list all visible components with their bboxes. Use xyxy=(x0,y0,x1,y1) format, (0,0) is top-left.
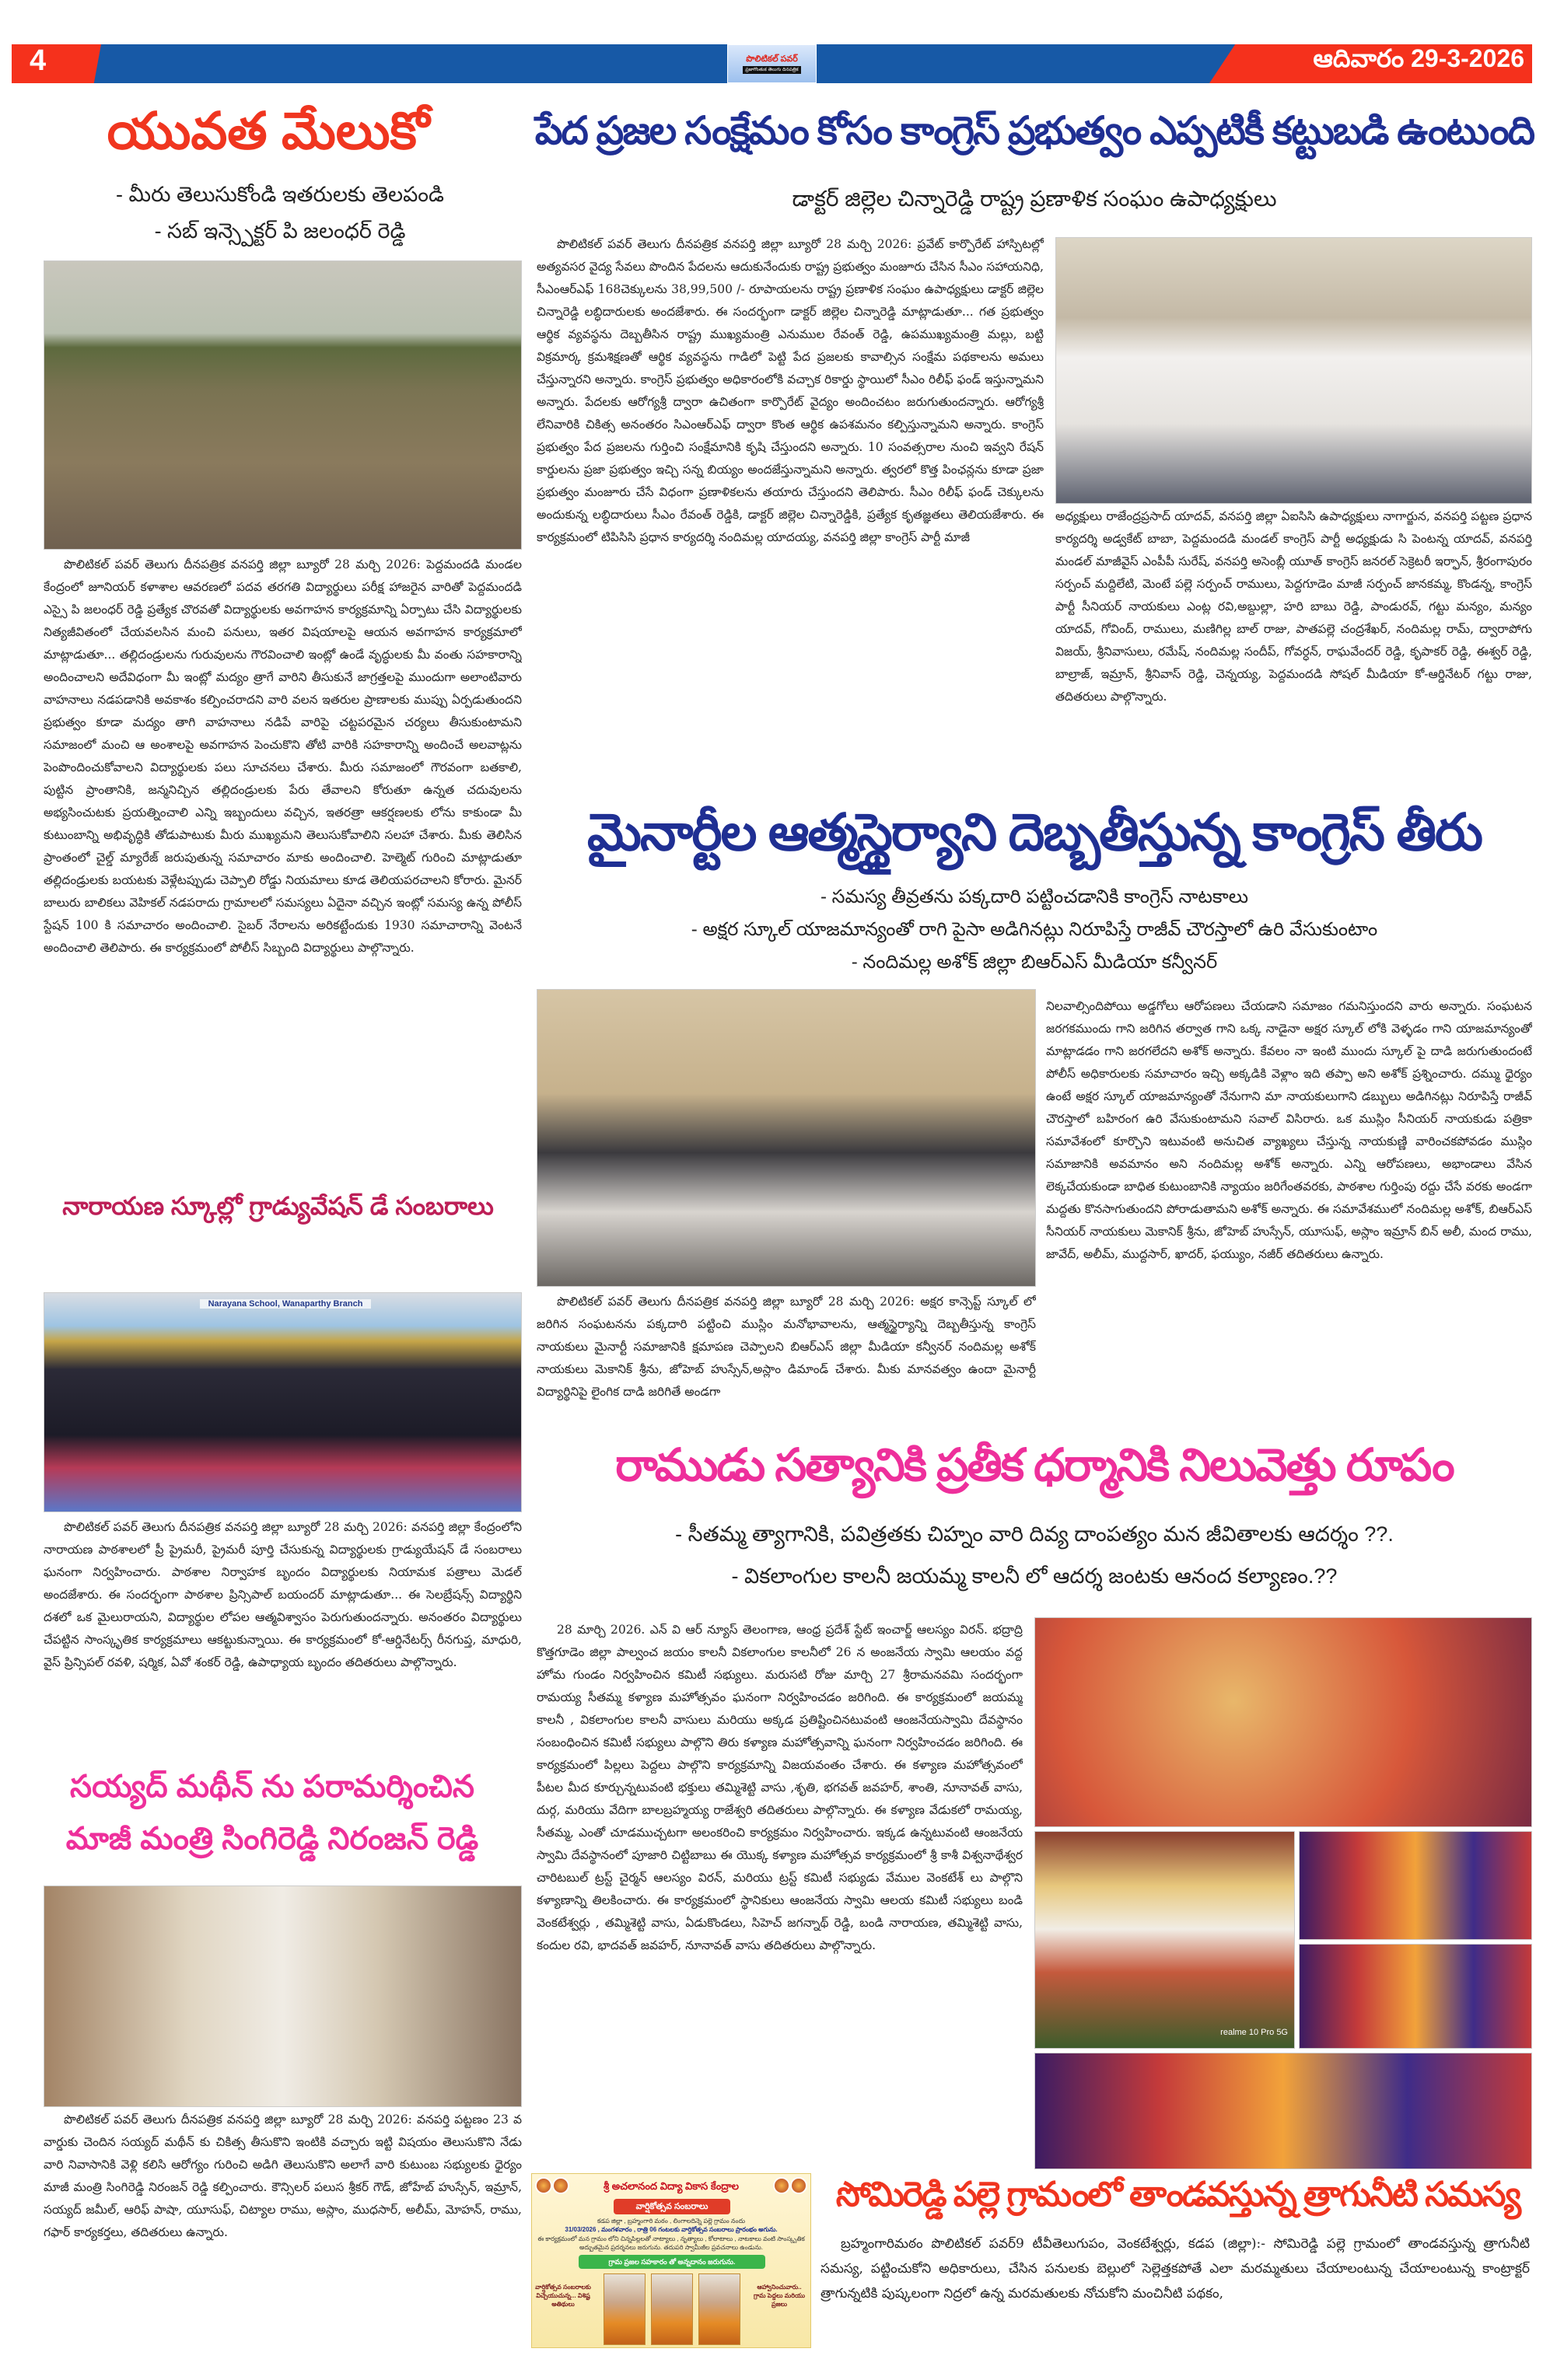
logo-text: పొలిటికల్ పవర్ xyxy=(746,54,798,64)
ad-title: శ్రీ అచలానంద విద్యా వికాస కేంద్రాల xyxy=(603,2180,740,2192)
somireddy-body: బ్రహ్మంగారిమఠం పొలిటికల్ పవర్9 టీవీతెలుగుపం, వెంకటేశ్వర్లు, కడప (జిల్లా):- సోమిరెడ్డి పల్లె గ్రామంలో తాండవస్తున్న త్రాగునీటి సమస్య, పట్టించుకోని అధికారులు, చేసిన పనులకు బెల్లులో సెల్లెత్తకపోతే ఎలా మరమ్మతులు చేయాలంటున్న చేయాలంటున్న కాంట్రాక్టర్ త్రాగున్నటికి పుష్కలంగా నిద్రలో ఉన్న మరమతులకు నోచుకోని మంచినీటి పథకం, xyxy=(820,2236,1530,2301)
photo-watermark: realme 10 Pro 5G xyxy=(1220,2028,1288,2037)
photo-cheque-distribution xyxy=(1055,237,1532,504)
headline-congress-welfare: పేద ప్రజల సంక్షేమం కోసం కాంగ్రెస్ ప్రభుత్వం ఎప్పటికీ కట్టుబడి ఉంటుంది xyxy=(534,109,1534,152)
ad-portrait-icon xyxy=(773,2177,790,2194)
newspaper-logo[interactable] xyxy=(727,44,817,83)
masthead-left-red xyxy=(12,44,101,83)
minorities-body: పొలిటికల్ పవర్ తెలుగు దీనపత్రిక వనపర్తి జిల్లా బ్యూరో 28 మర్చి 2026: అక్షర కాన్సెప్ట్ స్కూల్ లో జరిగిన సంఘటనను పక్కదారి పట్టించి ముస్లిం మనోభావాలను, ఆత్మస్థైర్యాన్ని దెబ్బతీస్తున్న కాంగ్రెస్ నాయకులు మైనార్టీ సమాజానికి క్షమాపణ చెప్పాలని బిఆర్ఎస్ జిల్లా మీడియా కన్వీనర్ నందిమల్ల అశోక్ నాయకులు మెకానిక్ శ్రీను, జోహెబ్ హుస్సేన్,అస్లాం డిమాండ్ చేశారు. మీకు మానవత్వం ఉందా మైనార్టీ విద్యార్థినిపై లైంగిక దాడి జరిగితే అండగా xyxy=(537,1295,1036,1399)
ad-portrait-icon xyxy=(552,2177,569,2194)
ad-swamiji-photo xyxy=(651,2273,693,2345)
ad-left-note: వార్షికోత్సవ సంబరాలకు విచ్చేయుచున్న... విశిష్ట అతిథులు xyxy=(535,2284,591,2308)
ad-portrait-icon xyxy=(790,2177,807,2194)
photo-students-assembly xyxy=(44,260,522,550)
minorities-sub-1: - సమస్య తీవ్రతను పక్కదారి పట్టించడానికి కాంగ్రెస్ నాటకాలు xyxy=(820,886,1249,907)
syed-body: పొలిటికల్ పవర్ తెలుగు దీనపత్రిక వనపర్తి జిల్లా బ్యూరో 28 మర్చి 2026: వనపర్తి పట్టణం 23 వ వార్డుకు చెందిన సయ్యద్ మథీన్ కు చికిత్స తీసుకొని ఇంటికి వచ్చారు ఇట్టి విషయం తెలుసుకొని నేడు వారి నివాసానికి వెళ్లి కలిసి ఆరోగ్యం గురించి అడిగి తెలుసుకొని అలాగే వారి కుటుంబ సభ్యులకు ధైర్యం మాజీ మంత్రి సింగిరెడ్డి నిరంజన్ రెడ్డి కల్పించారు. కౌన్సిలర్ పలుస శ్రీకర్ గౌడ్, జోహేబ్ హుస్సేన్, ఇమ్రాన్, సయ్యద్ జమీల్, ఆరిఫ్ పాషా, యూసుఫ్, చిట్యాల రాము, అస్లాం, ముధసార్, అలీమ్, మోహన్, రాము, గఫార్ కార్యకర్తలు, తదితరులు ఉన్నారు. xyxy=(44,2113,522,2239)
photo-press-meet xyxy=(537,989,1036,1287)
ad-swamiji-photo xyxy=(604,2273,646,2345)
page-number: 4 xyxy=(30,44,47,77)
photo-banner-text: Narayana School, Wanaparthy Branch xyxy=(200,1299,371,1309)
ad-swamiji-photo xyxy=(698,2273,740,2345)
ad-annadanam-band: గ్రామ ప్రజల సహకారం తో అన్నదానం జరుగును. xyxy=(579,2255,765,2269)
congress-welfare-body-cont: అధ్యక్షులు రాజేంద్రప్రసాద్ యాదవ్, వనపర్తి జిల్లా ఏఐసిసి ఉపాధ్యక్షులు నాగార్జున, వనపర్తి పట్టణ ప్రధాన కార్యదర్శి అడ్వకేట్ బాబా, పెద్దమందడి మండల్ కాంగ్రెస్ పార్టీ అధ్యక్షుడు సి పెంటన్న యాదవ్, వనపర్తి మండల్ మాజీవైస్ ఎంపీపీ సురేష్, వనపర్తి అసెంబ్లీ యూత్ కాంగ్రెస్ జనరల్ సెక్రెటరీ ఇర్ఫాన్, శ్రీరంగాపురం సర్పంచ్ మద్దిలేటి, మెంటే పల్లె సర్పంచ్ రాములు, పెద్దగూడెం మాజీ సర్పంచ్ జానకమ్మ, కొండన్న, కాంగ్రెస్ పార్టీ సీనియర్ నాయకులు ఎంట్ల రవి,అబ్దుల్లా, హరి బాబు రెడ్డి, పాండురవ్, గట్టు మన్యం, మన్యం యాదవ్, గోవింద్, రాములు, మణిగిల్ల బాల్ రాజు, పాతపల్లె చంద్రశేఖర్, నందిమల్ల రామ్, ద్వారాపోగు విజయ్, శ్రీనివాసులు, రమేష్, నందిమల్ల సందీప్, గోవర్ధన్, రాఘవేందర్ రెడ్డి, కృపాకర్ రెడ్డి, ఈశ్వర్ రెడ్డి, బాల్రాజ్, ఇమ్రాన్, శ్రీనివాస్ రెడ్డి, చెన్నయ్య, పెద్దమందడి సోషల్ మీడియా కో-ఆర్డినేటర్ గట్టు రాజు, తదితరులు పాల్గొన్నారు. xyxy=(1055,509,1532,704)
youth-body: పొలిటికల్ పవర్ తెలుగు దీనపత్రిక వనపర్తి జిల్లా బ్యూరో 28 మర్చి 2026: పెద్దమందడి మండల కేంద్రంలో జూనియర్ కళాశాల ఆవరణలో పదవ తరగతి విద్యార్థులు పరీక్ష హాజరైన వారితో పెద్దమందడి ఎస్సై పి జలంధర్ రెడ్డి ప్రత్యేక చొరవతో విద్యార్థులకు అవగాహన కార్యక్రమాన్ని ఏర్పాటు చేసి విద్యార్థులకు నిత్యజీవితంలో చేయవలసిన మంచి పనులు, ఇతర విషయాలపై ఆయన అవగాహన కార్యక్రమాలో మాట్లాడుతూ... తల్లిదండ్రులను గురువులను గౌరవించాలి ఇంట్లో ఉండే వృద్ధులకు మీ వంతు సహకారాన్ని అందించాలని అదేవిధంగా మీ ఇంట్లో మద్యం త్రాగే వారిని తీసుకునే జాగ్రత్తలపై ముందుగా అలాంటివారు వాహనాలు నడపడానికి అవకాశం కల్పించరాదని వారి వలన ఇతరుల ప్రాణాలకు ముప్పు ఏర్పడుతుందని ప్రభుత్వం కూడా మద్యం తాగి వాహనాలు నడిపే వారిపై చట్టపరమైన చర్యలు తీసుకుంటామని సమాజంలో మంచి ఆ అంశాలపై అవగాహన పెంచుకొని తోటి వారికి సహకారాన్ని అందించే అలవాట్లను పెంపొందించుకోవాలని విద్యార్థులకు పలు సూచనలు చేశారు. మీరు సమాజంలో గౌరవంగా బతకాలి, పుట్టిన ప్రాంతానికి, జన్మనిచ్చిన తల్లిదండ్రులకు పేరు తేవాలని కోరుతూ ఉన్నత చదువులను అభ్యసించుటకు ప్రయత్నించాలి ఎన్ని ఇబ్బందులు వచ్చిన, ఇతరత్రా ఆకర్షణలకు లోను కాకుండా మీ కుటుంబాన్ని అభివృద్ధికి తోడుపాటుకు మీరు ముఖ్యమని తెలుసుకోవాలిని సలహా చేశారు. మీకు తెలిసిన ప్రాంతంలో చైల్డ్ మ్యారేజ్ జరుపుతున్న సమాచారం మాకు అందించాలి. హెల్మెట్ గురించి మాట్లాడుతూ తల్లిదండ్రులకు బయటకు వెళ్లేటప్పుడు చెప్పాలి రోడ్డు నియమాలు కూడ తెలియపరచాలని కోరారు. మైనర్ బాలురు బాలికలు వెహికల్ నడపరాదు గ్రామాలలో సమస్యలు ఏదైనా వచ్చిన ఇంట్లో సమస్య ఉన్న పోలీస్ స్టేషన్ 100 కి సమాచారం అందించాలి. సైబర్ నేరాలను అరికట్టేందుకు 1930 సమాచారాన్ని వెంటనే అందించాలి తెలిపారు. ఈ కార్యక్రమంలో పోలీస్ సిబ్బంది విద్యార్థులు పాల్గొన్నారు. xyxy=(44,557,522,955)
ramudu-sub-1: - సీతమ్మ త్యాగానికి, పవిత్రతకు చిహ్నం వారి దివ్య దాంపత్యం మన జీవితాలకు ఆదర్శం ??. xyxy=(675,1522,1394,1546)
ad-line-3: ఈ కార్యక్రమంలో మన గ్రామం లోని చిన్నపిల్లలతో నాట్యాలు , నృత్యాలు , కోలాటాలు , నాటకాలు వంటి సాంస్కృతిక xyxy=(537,2235,805,2242)
headline-syed-line1: సయ్యద్ మథీన్ ను పరామర్శించిన xyxy=(70,1770,474,1804)
minorities-sub-3: - నందిమల్ల అశోక్ జిల్లా బిఆర్ఎస్ మీడియా కన్వీనర్ xyxy=(851,952,1218,973)
advert-vidya-vikasa[interactable] xyxy=(531,2173,811,2348)
ad-subtitle: వార్షికోత్సవ సంబరాలు xyxy=(614,2199,730,2214)
headline-syed-line2: మాజీ మంత్రి సింగిరెడ్డి నిరంజన్ రెడ్డి xyxy=(65,1822,479,1856)
photo-deity-3 xyxy=(1034,2053,1532,2169)
congress-welfare-sub: డాక్టర్ జిల్లెల చిన్నారెడ్డి రాష్ట్ర ప్రణాళిక సంఘం ఉపాధ్యక్షులు xyxy=(792,187,1277,211)
headline-ramudu: రాముడు సత్యానికి ప్రతీక ధర్మానికి నిలువెత్తు రూపం xyxy=(615,1440,1454,1491)
headline-minorities: మైనార్టీల ఆత్మస్థైర్యాని దెబ్బతీస్తున్న కాంగ్రెస్ తీరు xyxy=(587,803,1482,861)
ad-line-2: 31/03/2026 , మంగళవారం , రాత్రి 06 గంటలకు వార్షికోత్సవ సంబరాలు ప్రారంభం అగును. xyxy=(565,2226,778,2233)
minorities-sub-2: - అక్షర స్కూల్ యాజమాన్యంతో రాగి పైసా అడిగినట్లు నిరూపిస్తే రాజీవ్ చౌరస్తాలో ఉరి వేసుకుంటాం xyxy=(691,919,1378,940)
photo-deity-1 xyxy=(1299,1831,1532,1940)
ad-line-4: అద్భుతమైన ప్రదర్శనలు జరుగును. తదుపరి స్వామీజీల ప్రవచనాలు ఉండును. xyxy=(579,2244,763,2251)
ad-line-1: కడప జిల్లా , బ్రహ్మంగారి మఠం , లింగాలదిన్నె పల్లె గ్రామం నందు xyxy=(597,2217,746,2224)
ad-portrait-icon xyxy=(535,2177,552,2194)
photo-graduation xyxy=(44,1292,522,1512)
logo-tagline: ప్రజాగొంతుక తెలుగు దినపత్రిక xyxy=(743,66,800,74)
headline-narayana: నారాయణ స్కూల్లో గ్రాడ్యువేషన్ డే సంబరాలు xyxy=(62,1192,494,1220)
issue-date: ఆదివారం 29-3-2026 xyxy=(1313,44,1524,72)
headline-youth: యువత మేలుకో xyxy=(107,102,430,159)
congress-welfare-body: పొలిటికల్ పవర్ తెలుగు దీనపత్రిక వనపర్తి జిల్లా బ్యూరో 28 మర్చి 2026: ప్రవేట్ కార్పొరేట్ హాస్పిటల్లో అత్యవసర వైద్య సేవలు పొందిన పేదలను ఆదుకునేందుకు రాష్ట్ర ప్రభుత్వం మంజూరు చేసిన సీఎం సహాయనిధి, సీఎంఆర్ఎఫ్ 168చెక్కులను 38,99,500 /- రూపాయలను రాష్ట్ర ప్రణాళిక సంఘం ఉపాధ్యక్షులు డాక్టర్ జిల్లెల చిన్నారెడ్డి లబ్ధిదారులకు అందజేశారు. ఈ సందర్భంగా డాక్టర్ జిల్లెల చిన్నారెడ్డి మాట్లాడుతూ... గత ప్రభుత్వం ఆర్థిక వ్యవస్థను దెబ్బతీసిన రాష్ట్ర ముఖ్యమంత్రి ఎనుముల రేవంత్ రెడ్డి, ఉపముఖ్యమంత్రి మల్లు, బట్టి విక్రమార్క క్రమశిక్షణతో ఆర్థిక వ్యవస్థను గాడిలో పెట్టి పేద ప్రజలకు కావాల్సిన సంక్షేమ పథకాలను అమలు చేస్తున్నారని అన్నారు. కాంగ్రెస్ ప్రభుత్వం అధికారంలోకి వచ్చాక రికార్డు స్థాయిలో సీఎం రిలీఫ్ ఫండ్ ఇస్తున్నామని అన్నారు. పేదలకు ఆరోగ్యశ్రీ ద్వారా ఉచితంగా కార్పొరేట్ వైద్యం అందించటం జరుగుతుందన్నారు. ఆరోగ్యశ్రీ లేనివారికి చికిత్స అనంతరం సిఎంఆర్ఎఫ్ ద్వారా కొంత ఆర్థిక ఉపశమనం కల్పిస్తున్నామని అన్నారు. కాంగ్రెస్ ప్రభుత్వం పేద ప్రజలను గుర్తించి సంక్షేమానికి కృషి చేస్తుందని అన్నారు. 10 సంవత్సరాల నుంచి ఇవ్వని రేషన్ కార్డులను ప్రజా ప్రభుత్వం ఇచ్చి సన్న బియ్యం అందజేస్తున్నామని అన్నారు. త్వరలో కొత్త పింఛన్లను కూడా ప్రజా ప్రభుత్వం మంజూరు చేసే విధంగా ప్రణాళికలను తయారు చేస్తుందని తెలిపారు. సీఎం రిలీఫ్ ఫండ్ చెక్కులను అందుకున్న లబ్ధిదారులు సీఎం రేవంత్ రెడ్డికి, డాక్టర్ జిల్లెల చిన్నారెడ్డికి, ప్రత్యేక కృతజ్ఞతలు తెలియజేశారు. ఈ కార్యక్రమంలో టిపిసిసి ప్రధాన కార్యదర్శి నందిమల్ల యాదయ్య, వనపర్తి జిల్లా కాంగ్రెస్ పార్టీ మాజీ xyxy=(537,237,1044,544)
photo-visit xyxy=(44,1885,522,2107)
youth-sub-2: - సబ్ ఇన్స్పెక్టర్ పి జలంధర్ రెడ్డి xyxy=(154,219,406,243)
ramudu-sub-2: - వికలాంగుల కాలనీ జయమ్మ కాలనీ లో ఆదర్శ జంటకు ఆనంద కల్యాణం.?? xyxy=(731,1564,1338,1588)
ad-right-note: ఆహ్వానించువారు.. గ్రామ పెద్దలు మరియు ప్రజలు xyxy=(753,2284,806,2308)
narayana-body: పొలిటికల్ పవర్ తెలుగు దీనపత్రిక వనపర్తి జిల్లా బ్యూరో 28 మర్చి 2026: వనపర్తి జిల్లా కేంద్రంలోని నారాయణ పాఠశాలలో ప్రీ ప్రైమరీ, ప్రైమరీ పూర్తి చేసుకున్న విద్యార్థులకు గ్రాడ్యుయేషన్ డే సంబరాలు ఘనంగా నిర్వహించారు. పాఠశాల నిర్వాహక బృందం విద్యార్థులకు నియామక పత్రాలు మెడల్ అందజేశారు. ఈ సందర్భంగా పాఠశాల ప్రిన్సిపాల్ బయందర్ మాట్లాడుతూ... ఈ సెలబ్రేషన్స్ విద్యార్థిని దశలో ఒక మైలురాయని, విద్యార్థుల లోపల ఆత్మవిశ్వాసం పెరుగుతుందన్నారు. అనంతరం విద్యార్థులు చేపట్టిన సాంస్కృతిక కార్యక్రమాలు ఆకట్టుకున్నాయి. ఈ కార్యక్రమంలో కో-ఆర్డినేటర్స్ రీనగుప్త, మాధురి, వైస్ ప్రిన్సిపల్ రవళి, షర్మిక, ఏవో శంకర్ రెడ్డి, ఉపాధ్యాయ బృందం తదితరులు పాల్గొన్నారు. xyxy=(44,1520,522,1669)
photo-offering-hands xyxy=(1034,1617,1532,1827)
ramudu-body: 28 మార్చి 2026. ఎన్ వి ఆర్ న్యూస్ తెలంగాణ, ఆంధ్ర ప్రదేశ్ స్టేట్ ఇంచార్జ్ ఆలస్యం విరన్. భద్రాద్రి కొత్తగూడెం జిల్లా పాల్వంచ జయం కాలనీ వికలాంగుల కాలనీలో 26 న అంజనేయ స్వామి ఆలయం వద్ద హోమ గుండం నిర్వహించిన కమిటీ సభ్యులు. మరుసటి రోజు మార్చి 27 శ్రీరామనవమి సందర్భంగా రామయ్య సీతమ్మ కళ్యాణ మహోత్సవం ఘనంగా నిర్వహించడం జరిగింది. ఈ కార్యక్రమంలో జయమ్మ కాలనీ , వికలాంగుల కాలనీ వాసులు మరియు అక్కడ ప్రతిష్టించినటువంటి ఆంజనేయస్వామి దేవస్థానం సంబంధించిన కమిటీ సభ్యులు పాల్గొని తిరు కళ్యాణ మహోత్సవాన్ని ఘనంగా నిర్వహించడం జరిగింది. ఈ కార్యక్రమంలో పిల్లలు పెద్దలు పాల్గొని కార్యక్రమాన్ని విజయవంతం చేశారు. ఈ కళ్యాణ మహోత్సవంలో పీటల మీద కూర్చున్నటువంటి భక్తులు తమ్మిశెట్టి వాసు ,శృతి, భగవత్ జవహర్, శాంతి, నూనావత్ వాసు, దుర్గ, మరియు వేదిగా బాలబ్రహ్మయ్య రాజేశ్వరి తదితరులు పాల్గొన్నారు. ఈ కళ్యాణ వేడుకలో రామయ్య, సీతమ్మ, ఎంతో చూడముచ్చటగా అలంకరించి కార్యక్రమం నిర్వహించారు. ఇక్కడ ఉన్నటువంటి ఆంజనేయ స్వామి దేవస్థానంలో పూజారి చిట్టిబాబు ఈ యొక్క కళ్యాణ మహోత్సవ కార్యక్రమంలో శ్రీ కాశీ విశ్వనాథేశ్వర చారిటబుల్ ట్రస్ట్ చైర్మన్ ఆలస్యం విరన్, మరియు ట్రస్ట్ కమిటీ సభ్యుడు వేముల వెంకటేశ్ లు పాల్గొని కళ్యాణాన్ని తిలకించారు. ఈ కార్యక్రమంలో స్థానికులు ఆంజనేయ స్వామి ఆలయ కమిటీ సభ్యులు బండి వెంకటేశ్వర్లు , తమ్మిశెట్టి వాసు, ఏడుకొండలు, సిహెచ్ జగన్నాథ్ రెడ్డి, బండి నారాయణ, తమ్మిశెట్టి వాసు, కందుల రవి, భాదవత్ జవహర్, నూనావత్ వాసు తదితరులు పాల్గొన్నారు. xyxy=(537,1623,1023,1952)
photo-deity-2 xyxy=(1299,1944,1532,2049)
photo-kalyanam xyxy=(1034,1831,1295,2049)
headline-somireddy: సోమిరెడ్డి పల్లె గ్రామంలో తాండవస్తున్న త్రాగునీటి సమస్య xyxy=(835,2176,1520,2214)
youth-sub-1: - మీరు తెలుసుకోండి ఇతరులకు తెలపండి xyxy=(116,183,444,206)
minorities-body-cont: నిలవాల్సిందిపోయి అడ్డగోలు ఆరోపణలు చేయడాని సమాజం గమనిస్తుందని వారు అన్నారు. సంఘటన జరగకముందు గాని జరిగిన తర్వాత గాని ఒక్క నాడైనా అక్షర స్కూల్ లోకి వెళ్ళడం గాని యాజమాన్యంతో మాట్లాడడం గాని జరగలేదని అశోక్ అన్నారు. కేవలం నా ఇంటి ముందు స్కూల్ పై దాడి జరుగుతుందంటే పోలీస్ అధికారులకు సమాచారం ఇచ్చి అక్కడికి వెళ్లాం ఇది తప్పా అని అశోక్ ప్రశ్నించారు. దమ్ము ధైర్యం ఉంటే అక్షర స్కూల్ యాజమాన్యంతో నేనుగాని మా నాయకులుగాని డబ్బులు అడిగినట్లు నిరూపిస్తే రాజీవ్ చౌరస్తాలో బహిరంగ ఉరి వేసుకుంటామని సవాల్ విసిరారు. ఒక ముస్లిం సీనియర్ నాయకుడు పత్రికా సమావేశంలో కూర్చొని ఇటువంటి అనుచిత వ్యాఖ్యలు చేస్తున్న నాయకుణ్ణి వారించకపోవడం ముస్లిం సమాజానికి అవమానం అని నందిమల్ల అశోక్ అన్నారు. ఎన్ని ఆరోపణలు, అభాండాలు వేసిన లెక్కచేయకుండా బాధిత కుటుంబానికి న్యాయం జరిగేంతవరకు, పాఠశాల గుర్తింపు రద్దు చేసే వరకు అండగా మద్దతు కొనసాగుతుందని పోరాడుతామని అశోక్ అన్నారు. ఈ సమావేశములో నందిమల్ల అశోక్, బిఆర్ఎస్ సీనియర్ నాయకులు మెకానిక్ శ్రీను, జోహెబ్ హుస్సేన్, యూసుఫ్, అస్లాం ఇమ్రాన్ బిన్ అలీ, మంద రాము, జావేద్, అలీమ్, ముద్దసార్, ఖాదర్, ఫయ్యుం, నజీర్ తదితరులు ఉన్నారు. xyxy=(1046,999,1532,1261)
